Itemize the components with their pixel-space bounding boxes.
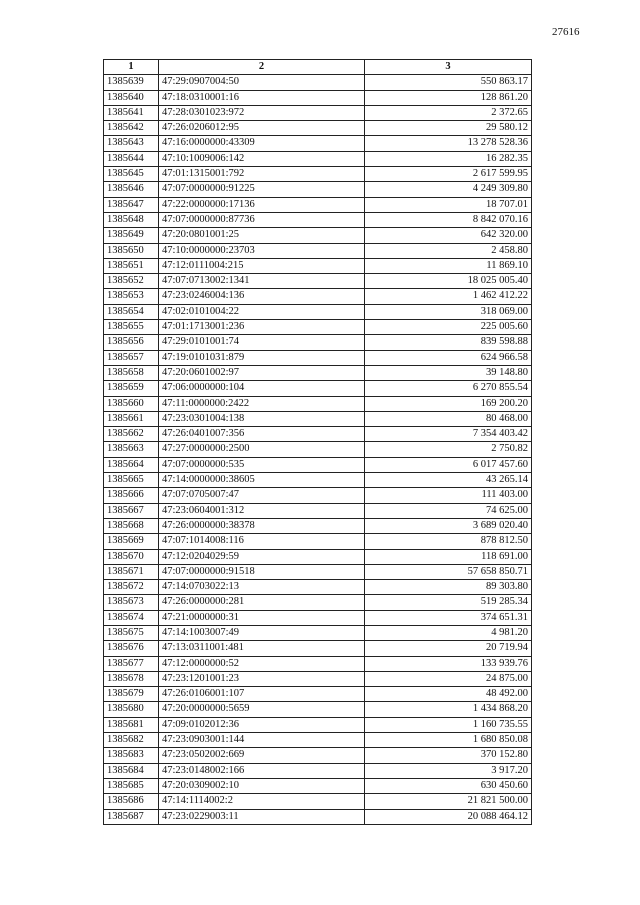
value-cell: 48 492.00	[365, 687, 532, 702]
row-number-cell: 1385674	[104, 610, 159, 625]
row-number-cell: 1385681	[104, 717, 159, 732]
value-cell: 16 282.35	[365, 151, 532, 166]
table-row	[104, 488, 532, 503]
cadastral-number-cell: 47:23:0148002:166	[159, 763, 365, 778]
row-number-cell: 1385658	[104, 365, 159, 380]
cadastral-number-cell: 47:01:1315001:792	[159, 167, 365, 182]
table-row	[104, 717, 532, 732]
cadastral-number-cell: 47:20:0601002:97	[159, 365, 365, 380]
table-header	[104, 60, 532, 75]
table-row	[104, 503, 532, 518]
row-number-cell: 1385662	[104, 427, 159, 442]
row-number-cell: 1385645	[104, 167, 159, 182]
row-number-cell: 1385665	[104, 473, 159, 488]
row-number-cell: 1385641	[104, 105, 159, 120]
table-row	[104, 748, 532, 763]
value-cell: 24 875.00	[365, 671, 532, 686]
cadastral-number-cell: 47:07:0705007:47	[159, 488, 365, 503]
table-row	[104, 473, 532, 488]
table-row	[104, 534, 532, 549]
cadastral-number-cell: 47:07:0000000:91225	[159, 182, 365, 197]
table-row	[104, 580, 532, 595]
value-cell: 169 200.20	[365, 396, 532, 411]
row-number-cell: 1385684	[104, 763, 159, 778]
row-number-cell: 1385639	[104, 75, 159, 90]
cadastral-number-cell: 47:12:0204029:59	[159, 549, 365, 564]
cadastral-number-cell: 47:29:0907004:50	[159, 75, 365, 90]
row-number-cell: 1385661	[104, 411, 159, 426]
value-cell: 370 152.80	[365, 748, 532, 763]
row-number-cell: 1385660	[104, 396, 159, 411]
row-number-cell: 1385671	[104, 564, 159, 579]
row-number-cell: 1385651	[104, 258, 159, 273]
cadastral-number-cell: 47:23:0301004:138	[159, 411, 365, 426]
cadastral-number-cell: 47:16:0000000:43309	[159, 136, 365, 151]
row-number-cell: 1385680	[104, 702, 159, 717]
table-row	[104, 396, 532, 411]
value-cell: 642 320.00	[365, 228, 532, 243]
value-cell: 20 088 464.12	[365, 809, 532, 824]
value-cell: 18 707.01	[365, 197, 532, 212]
row-number-cell: 1385666	[104, 488, 159, 503]
cadastral-number-cell: 47:13:0311001:481	[159, 641, 365, 656]
cadastral-number-cell: 47:26:0000000:281	[159, 595, 365, 610]
row-number-cell: 1385643	[104, 136, 159, 151]
value-cell: 1 434 868.20	[365, 702, 532, 717]
value-cell: 1 160 735.55	[365, 717, 532, 732]
cadastral-number-cell: 47:10:0000000:23703	[159, 243, 365, 258]
row-number-cell: 1385664	[104, 457, 159, 472]
row-number-cell: 1385653	[104, 289, 159, 304]
table-row	[104, 274, 532, 289]
row-number-cell: 1385659	[104, 381, 159, 396]
value-cell: 7 354 403.42	[365, 427, 532, 442]
table-row	[104, 197, 532, 212]
cadastral-number-cell: 47:12:0111004:215	[159, 258, 365, 273]
value-cell: 624 966.58	[365, 350, 532, 365]
value-cell: 4 249 309.80	[365, 182, 532, 197]
cadastral-number-cell: 47:18:0310001:16	[159, 90, 365, 105]
table-row	[104, 564, 532, 579]
cadastral-number-cell: 47:07:0000000:535	[159, 457, 365, 472]
table-row	[104, 625, 532, 640]
row-number-cell: 1385648	[104, 212, 159, 227]
cadastral-number-cell: 47:09:0102012:36	[159, 717, 365, 732]
value-cell: 2 750.82	[365, 442, 532, 457]
row-number-cell: 1385667	[104, 503, 159, 518]
cadastral-number-cell: 47:07:0000000:87736	[159, 212, 365, 227]
table-body	[104, 75, 532, 825]
cadastral-number-cell: 47:12:0000000:52	[159, 656, 365, 671]
cadastral-number-cell: 47:11:0000000:2422	[159, 396, 365, 411]
table-row	[104, 687, 532, 702]
table-row	[104, 778, 532, 793]
table-row	[104, 258, 532, 273]
row-number-cell: 1385657	[104, 350, 159, 365]
value-cell: 550 863.17	[365, 75, 532, 90]
table-row	[104, 809, 532, 824]
table-row	[104, 121, 532, 136]
cadastral-number-cell: 47:28:0301023:972	[159, 105, 365, 120]
cadastral-number-cell: 47:14:1114002:2	[159, 794, 365, 809]
value-cell: 519 285.34	[365, 595, 532, 610]
table-row	[104, 167, 532, 182]
table-row	[104, 381, 532, 396]
row-number-cell: 1385640	[104, 90, 159, 105]
value-cell: 18 025 005.40	[365, 274, 532, 289]
row-number-cell: 1385654	[104, 304, 159, 319]
row-number-cell: 1385655	[104, 320, 159, 335]
cadastral-number-cell: 47:26:0206012:95	[159, 121, 365, 136]
row-number-cell: 1385685	[104, 778, 159, 793]
table-row	[104, 151, 532, 166]
column-header-3: 3	[365, 60, 532, 75]
value-cell: 39 148.80	[365, 365, 532, 380]
cadastral-number-cell: 47:14:0703022:13	[159, 580, 365, 595]
value-cell: 111 403.00	[365, 488, 532, 503]
table-row	[104, 350, 532, 365]
value-cell: 133 939.76	[365, 656, 532, 671]
cadastral-number-cell: 47:20:0309002:10	[159, 778, 365, 793]
value-cell: 630 450.60	[365, 778, 532, 793]
data-table	[103, 59, 532, 825]
table-row	[104, 212, 532, 227]
cadastral-number-cell: 47:26:0401007:356	[159, 427, 365, 442]
cadastral-number-cell: 47:02:0101004:22	[159, 304, 365, 319]
cadastral-number-cell: 47:23:0502002:669	[159, 748, 365, 763]
row-number-cell: 1385652	[104, 274, 159, 289]
table-row	[104, 671, 532, 686]
table-row	[104, 335, 532, 350]
row-number-cell: 1385686	[104, 794, 159, 809]
value-cell: 2 458.80	[365, 243, 532, 258]
row-number-cell: 1385669	[104, 534, 159, 549]
table-row	[104, 105, 532, 120]
cadastral-number-cell: 47:14:1003007:49	[159, 625, 365, 640]
column-header-2: 2	[159, 60, 365, 75]
row-number-cell: 1385650	[104, 243, 159, 258]
cadastral-number-cell: 47:01:1713001:236	[159, 320, 365, 335]
row-number-cell: 1385683	[104, 748, 159, 763]
table-row	[104, 75, 532, 90]
cadastral-number-cell: 47:23:0229003:11	[159, 809, 365, 824]
column-header-1: 1	[104, 60, 159, 75]
table-row	[104, 182, 532, 197]
cadastral-number-cell: 47:20:0801001:25	[159, 228, 365, 243]
value-cell: 8 842 070.16	[365, 212, 532, 227]
value-cell: 3 689 020.40	[365, 518, 532, 533]
table-row	[104, 243, 532, 258]
value-cell: 2 372.65	[365, 105, 532, 120]
cadastral-number-cell: 47:22:0000000:17136	[159, 197, 365, 212]
value-cell: 839 598.88	[365, 335, 532, 350]
row-number-cell: 1385649	[104, 228, 159, 243]
value-cell: 57 658 850.71	[365, 564, 532, 579]
row-number-cell: 1385672	[104, 580, 159, 595]
row-number-cell: 1385678	[104, 671, 159, 686]
value-cell: 1 462 412.22	[365, 289, 532, 304]
table-row	[104, 794, 532, 809]
cadastral-number-cell: 47:06:0000000:104	[159, 381, 365, 396]
row-number-cell: 1385687	[104, 809, 159, 824]
value-cell: 374 651.31	[365, 610, 532, 625]
value-cell: 74 625.00	[365, 503, 532, 518]
header-row	[104, 60, 532, 75]
table-row	[104, 595, 532, 610]
cadastral-number-cell: 47:21:0000000:31	[159, 610, 365, 625]
cadastral-number-cell: 47:23:0604001:312	[159, 503, 365, 518]
cadastral-number-cell: 47:23:0903001:144	[159, 733, 365, 748]
cadastral-number-cell: 47:26:0106001:107	[159, 687, 365, 702]
table-row	[104, 656, 532, 671]
table-row	[104, 610, 532, 625]
row-number-cell: 1385673	[104, 595, 159, 610]
table-row	[104, 90, 532, 105]
cadastral-number-cell: 47:29:0101001:74	[159, 335, 365, 350]
row-number-cell: 1385675	[104, 625, 159, 640]
table-row	[104, 320, 532, 335]
table-row	[104, 641, 532, 656]
cadastral-number-cell: 47:20:0000000:5659	[159, 702, 365, 717]
value-cell: 225 005.60	[365, 320, 532, 335]
cadastral-number-cell: 47:07:0000000:91518	[159, 564, 365, 579]
row-number-cell: 1385656	[104, 335, 159, 350]
row-number-cell: 1385668	[104, 518, 159, 533]
row-number-cell: 1385644	[104, 151, 159, 166]
row-number-cell: 1385663	[104, 442, 159, 457]
value-cell: 80 468.00	[365, 411, 532, 426]
value-cell: 43 265.14	[365, 473, 532, 488]
table-row	[104, 411, 532, 426]
table-row	[104, 518, 532, 533]
row-number-cell: 1385647	[104, 197, 159, 212]
cadastral-number-cell: 47:26:0000000:38378	[159, 518, 365, 533]
cadastral-number-cell: 47:27:0000000:2500	[159, 442, 365, 457]
row-number-cell: 1385679	[104, 687, 159, 702]
table-row	[104, 228, 532, 243]
cadastral-number-cell: 47:23:1201001:23	[159, 671, 365, 686]
table-row	[104, 365, 532, 380]
value-cell: 6 017 457.60	[365, 457, 532, 472]
value-cell: 4 981.20	[365, 625, 532, 640]
cadastral-number-cell: 47:14:0000000:38605	[159, 473, 365, 488]
table-row	[104, 289, 532, 304]
row-number-cell: 1385676	[104, 641, 159, 656]
value-cell: 318 069.00	[365, 304, 532, 319]
table-row	[104, 442, 532, 457]
page-number: 27616	[552, 26, 580, 38]
table-row	[104, 763, 532, 778]
value-cell: 128 861.20	[365, 90, 532, 105]
cadastral-number-cell: 47:07:1014008:116	[159, 534, 365, 549]
table-row	[104, 457, 532, 472]
cadastral-number-cell: 47:19:0101031:879	[159, 350, 365, 365]
cadastral-number-cell: 47:07:0713002:1341	[159, 274, 365, 289]
table-row	[104, 304, 532, 319]
value-cell: 1 680 850.08	[365, 733, 532, 748]
row-number-cell: 1385646	[104, 182, 159, 197]
value-cell: 13 278 528.36	[365, 136, 532, 151]
value-cell: 11 869.10	[365, 258, 532, 273]
table-row	[104, 136, 532, 151]
row-number-cell: 1385670	[104, 549, 159, 564]
cadastral-number-cell: 47:23:0246004:136	[159, 289, 365, 304]
table-row	[104, 427, 532, 442]
value-cell: 6 270 855.54	[365, 381, 532, 396]
value-cell: 20 719.94	[365, 641, 532, 656]
cadastral-number-cell: 47:10:1009006:142	[159, 151, 365, 166]
row-number-cell: 1385642	[104, 121, 159, 136]
row-number-cell: 1385677	[104, 656, 159, 671]
value-cell: 21 821 500.00	[365, 794, 532, 809]
table-row	[104, 702, 532, 717]
table-row	[104, 549, 532, 564]
table-row	[104, 733, 532, 748]
value-cell: 3 917.20	[365, 763, 532, 778]
value-cell: 878 812.50	[365, 534, 532, 549]
value-cell: 2 617 599.95	[365, 167, 532, 182]
row-number-cell: 1385682	[104, 733, 159, 748]
value-cell: 89 303.80	[365, 580, 532, 595]
value-cell: 29 580.12	[365, 121, 532, 136]
value-cell: 118 691.00	[365, 549, 532, 564]
